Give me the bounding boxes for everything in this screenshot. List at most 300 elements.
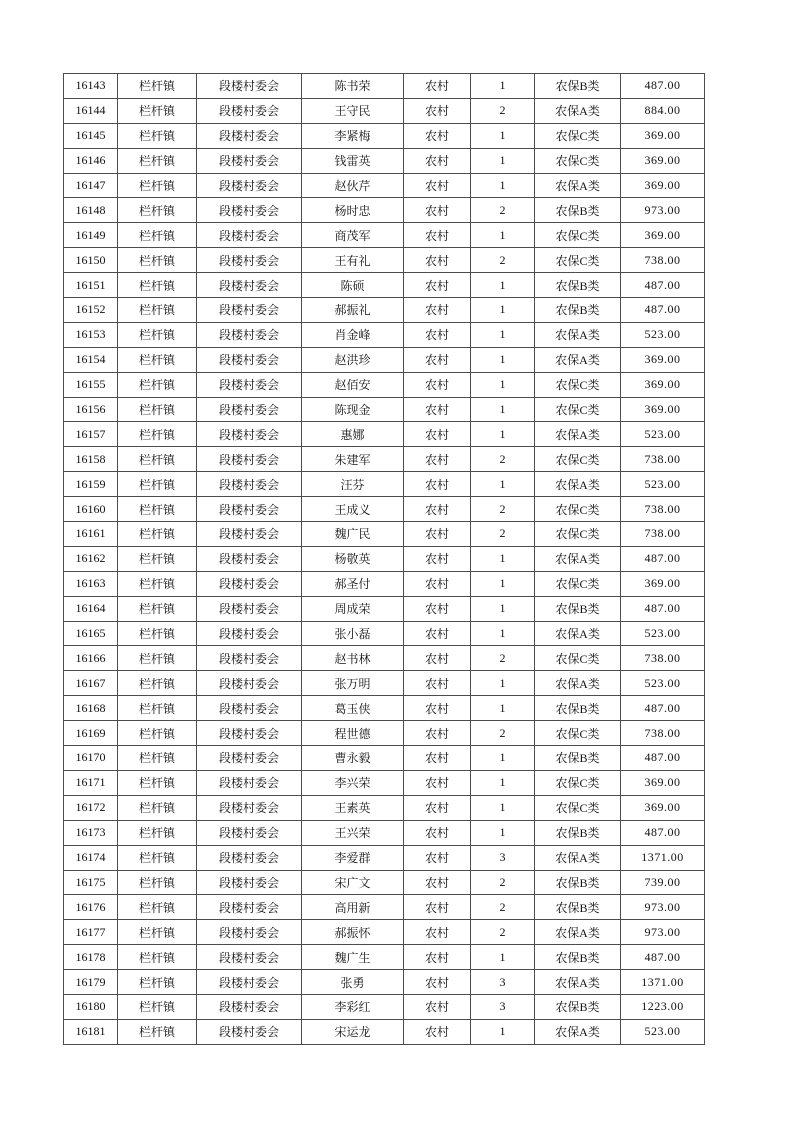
cell-category: 农保A类 (535, 347, 621, 372)
cell-category: 农保C类 (535, 397, 621, 422)
table-row (64, 671, 705, 696)
cell-count: 1 (471, 696, 535, 721)
cell-village: 段楼村委会 (197, 870, 302, 895)
cell-amount: 973.00 (621, 198, 705, 223)
cell-id: 16168 (64, 696, 118, 721)
cell-id: 16165 (64, 621, 118, 646)
cell-name: 肖金峰 (302, 322, 404, 347)
cell-amount: 523.00 (621, 1019, 705, 1044)
cell-id: 16154 (64, 347, 118, 372)
cell-type: 农村 (404, 223, 471, 248)
cell-name: 王素英 (302, 795, 404, 820)
cell-count: 1 (471, 472, 535, 497)
cell-count: 3 (471, 994, 535, 1019)
cell-town: 栏杆镇 (118, 472, 197, 497)
cell-name: 朱建军 (302, 447, 404, 472)
cell-amount: 487.00 (621, 596, 705, 621)
cell-id: 16150 (64, 248, 118, 273)
cell-village: 段楼村委会 (197, 422, 302, 447)
cell-type: 农村 (404, 845, 471, 870)
cell-amount: 1371.00 (621, 845, 705, 870)
cell-town: 栏杆镇 (118, 98, 197, 123)
cell-count: 2 (471, 646, 535, 671)
cell-village: 段楼村委会 (197, 148, 302, 173)
table-row (64, 472, 705, 497)
cell-category: 农保C类 (535, 148, 621, 173)
cell-type: 农村 (404, 248, 471, 273)
cell-amount: 973.00 (621, 895, 705, 920)
table-row (64, 273, 705, 298)
cell-category: 农保C类 (535, 571, 621, 596)
cell-name: 高用新 (302, 895, 404, 920)
cell-town: 栏杆镇 (118, 721, 197, 746)
cell-village: 段楼村委会 (197, 596, 302, 621)
cell-category: 农保A类 (535, 422, 621, 447)
cell-town: 栏杆镇 (118, 994, 197, 1019)
cell-town: 栏杆镇 (118, 945, 197, 970)
cell-type: 农村 (404, 322, 471, 347)
cell-category: 农保B类 (535, 696, 621, 721)
cell-amount: 523.00 (621, 472, 705, 497)
cell-type: 农村 (404, 945, 471, 970)
cell-village: 段楼村委会 (197, 721, 302, 746)
cell-count: 2 (471, 920, 535, 945)
cell-id: 16164 (64, 596, 118, 621)
cell-name: 王有礼 (302, 248, 404, 273)
cell-id: 16177 (64, 920, 118, 945)
cell-name: 王兴荣 (302, 820, 404, 845)
cell-town: 栏杆镇 (118, 820, 197, 845)
cell-name: 张万明 (302, 671, 404, 696)
table-row (64, 845, 705, 870)
cell-village: 段楼村委会 (197, 920, 302, 945)
table-row (64, 98, 705, 123)
cell-count: 1 (471, 347, 535, 372)
cell-category: 农保A类 (535, 671, 621, 696)
table-row (64, 298, 705, 323)
cell-category: 农保B类 (535, 870, 621, 895)
cell-category: 农保B类 (535, 895, 621, 920)
cell-town: 栏杆镇 (118, 223, 197, 248)
cell-village: 段楼村委会 (197, 945, 302, 970)
cell-amount: 369.00 (621, 770, 705, 795)
cell-id: 16144 (64, 98, 118, 123)
table-row (64, 223, 705, 248)
table-row (64, 721, 705, 746)
cell-category: 农保B类 (535, 820, 621, 845)
table-body (64, 74, 705, 1045)
cell-amount: 487.00 (621, 696, 705, 721)
cell-type: 农村 (404, 98, 471, 123)
cell-town: 栏杆镇 (118, 148, 197, 173)
cell-village: 段楼村委会 (197, 820, 302, 845)
cell-type: 农村 (404, 472, 471, 497)
table-row (64, 920, 705, 945)
cell-id: 16181 (64, 1019, 118, 1044)
cell-category: 农保A类 (535, 173, 621, 198)
cell-name: 张勇 (302, 970, 404, 995)
cell-type: 农村 (404, 621, 471, 646)
cell-name: 惠娜 (302, 422, 404, 447)
cell-count: 1 (471, 123, 535, 148)
cell-id: 16147 (64, 173, 118, 198)
cell-type: 农村 (404, 148, 471, 173)
cell-category: 农保C类 (535, 770, 621, 795)
cell-village: 段楼村委会 (197, 322, 302, 347)
cell-name: 宋广文 (302, 870, 404, 895)
cell-type: 农村 (404, 671, 471, 696)
cell-name: 魏广生 (302, 945, 404, 970)
table-row (64, 870, 705, 895)
cell-count: 2 (471, 497, 535, 522)
cell-village: 段楼村委会 (197, 770, 302, 795)
cell-id: 16151 (64, 273, 118, 298)
table-row (64, 696, 705, 721)
table-row (64, 1019, 705, 1044)
cell-type: 农村 (404, 746, 471, 771)
cell-amount: 487.00 (621, 74, 705, 99)
cell-category: 农保C类 (535, 372, 621, 397)
cell-category: 农保A类 (535, 845, 621, 870)
cell-id: 16152 (64, 298, 118, 323)
cell-category: 农保B类 (535, 273, 621, 298)
cell-name: 张小磊 (302, 621, 404, 646)
cell-count: 2 (471, 198, 535, 223)
cell-village: 段楼村委会 (197, 1019, 302, 1044)
cell-category: 农保C类 (535, 522, 621, 547)
cell-count: 1 (471, 945, 535, 970)
cell-name: 郝圣付 (302, 571, 404, 596)
cell-category: 农保A类 (535, 621, 621, 646)
cell-name: 赵书林 (302, 646, 404, 671)
cell-village: 段楼村委会 (197, 397, 302, 422)
table-row (64, 248, 705, 273)
cell-village: 段楼村委会 (197, 198, 302, 223)
cell-amount: 523.00 (621, 322, 705, 347)
table-row (64, 895, 705, 920)
cell-id: 16174 (64, 845, 118, 870)
cell-count: 1 (471, 546, 535, 571)
cell-category: 农保C类 (535, 497, 621, 522)
cell-count: 1 (471, 273, 535, 298)
cell-type: 农村 (404, 123, 471, 148)
cell-type: 农村 (404, 696, 471, 721)
table-row (64, 74, 705, 99)
cell-name: 葛玉侠 (302, 696, 404, 721)
cell-village: 段楼村委会 (197, 248, 302, 273)
cell-name: 陈书荣 (302, 74, 404, 99)
cell-count: 1 (471, 571, 535, 596)
cell-count: 2 (471, 895, 535, 920)
cell-type: 农村 (404, 298, 471, 323)
cell-amount: 369.00 (621, 123, 705, 148)
cell-amount: 738.00 (621, 248, 705, 273)
cell-category: 农保C类 (535, 248, 621, 273)
cell-category: 农保B类 (535, 298, 621, 323)
cell-category: 农保B类 (535, 945, 621, 970)
cell-town: 栏杆镇 (118, 74, 197, 99)
cell-name: 赵洪珍 (302, 347, 404, 372)
cell-village: 段楼村委会 (197, 795, 302, 820)
cell-id: 16176 (64, 895, 118, 920)
cell-id: 16146 (64, 148, 118, 173)
cell-amount: 487.00 (621, 546, 705, 571)
cell-category: 农保A类 (535, 98, 621, 123)
cell-town: 栏杆镇 (118, 671, 197, 696)
cell-town: 栏杆镇 (118, 397, 197, 422)
cell-category: 农保C类 (535, 447, 621, 472)
cell-amount: 973.00 (621, 920, 705, 945)
cell-category: 农保B类 (535, 994, 621, 1019)
cell-type: 农村 (404, 447, 471, 472)
cell-count: 1 (471, 1019, 535, 1044)
cell-village: 段楼村委会 (197, 298, 302, 323)
cell-type: 农村 (404, 173, 471, 198)
cell-amount: 369.00 (621, 795, 705, 820)
cell-village: 段楼村委会 (197, 223, 302, 248)
cell-town: 栏杆镇 (118, 497, 197, 522)
cell-id: 16167 (64, 671, 118, 696)
cell-type: 农村 (404, 74, 471, 99)
cell-count: 3 (471, 845, 535, 870)
cell-type: 农村 (404, 920, 471, 945)
table-row (64, 621, 705, 646)
cell-category: 农保A类 (535, 546, 621, 571)
cell-amount: 884.00 (621, 98, 705, 123)
cell-count: 1 (471, 223, 535, 248)
cell-type: 农村 (404, 273, 471, 298)
cell-category: 农保B类 (535, 746, 621, 771)
cell-type: 农村 (404, 422, 471, 447)
cell-id: 16148 (64, 198, 118, 223)
cell-town: 栏杆镇 (118, 1019, 197, 1044)
cell-category: 农保C类 (535, 223, 621, 248)
cell-type: 农村 (404, 994, 471, 1019)
cell-id: 16172 (64, 795, 118, 820)
cell-count: 1 (471, 795, 535, 820)
cell-id: 16179 (64, 970, 118, 995)
cell-id: 16171 (64, 770, 118, 795)
cell-count: 2 (471, 248, 535, 273)
cell-category: 农保A类 (535, 970, 621, 995)
cell-village: 段楼村委会 (197, 646, 302, 671)
cell-village: 段楼村委会 (197, 497, 302, 522)
cell-town: 栏杆镇 (118, 920, 197, 945)
cell-amount: 487.00 (621, 820, 705, 845)
cell-town: 栏杆镇 (118, 795, 197, 820)
cell-village: 段楼村委会 (197, 621, 302, 646)
table-row (64, 770, 705, 795)
cell-name: 程世德 (302, 721, 404, 746)
cell-id: 16155 (64, 372, 118, 397)
cell-category: 农保A类 (535, 1019, 621, 1044)
table-row (64, 123, 705, 148)
cell-type: 农村 (404, 870, 471, 895)
cell-village: 段楼村委会 (197, 845, 302, 870)
table-row (64, 571, 705, 596)
cell-amount: 1371.00 (621, 970, 705, 995)
cell-name: 宋运龙 (302, 1019, 404, 1044)
cell-type: 农村 (404, 646, 471, 671)
cell-id: 16163 (64, 571, 118, 596)
cell-category: 农保C类 (535, 721, 621, 746)
cell-name: 李彩红 (302, 994, 404, 1019)
cell-town: 栏杆镇 (118, 173, 197, 198)
table-row (64, 347, 705, 372)
cell-amount: 487.00 (621, 298, 705, 323)
cell-amount: 523.00 (621, 671, 705, 696)
cell-id: 16170 (64, 746, 118, 771)
cell-name: 周成荣 (302, 596, 404, 621)
cell-town: 栏杆镇 (118, 372, 197, 397)
cell-count: 3 (471, 970, 535, 995)
cell-count: 1 (471, 397, 535, 422)
cell-category: 农保C类 (535, 123, 621, 148)
cell-amount: 369.00 (621, 397, 705, 422)
cell-amount: 738.00 (621, 497, 705, 522)
table-row (64, 198, 705, 223)
cell-count: 1 (471, 596, 535, 621)
table-row (64, 970, 705, 995)
cell-amount: 369.00 (621, 223, 705, 248)
cell-town: 栏杆镇 (118, 895, 197, 920)
cell-town: 栏杆镇 (118, 347, 197, 372)
cell-town: 栏杆镇 (118, 696, 197, 721)
cell-village: 段楼村委会 (197, 98, 302, 123)
cell-village: 段楼村委会 (197, 994, 302, 1019)
cell-count: 1 (471, 746, 535, 771)
cell-town: 栏杆镇 (118, 298, 197, 323)
cell-town: 栏杆镇 (118, 870, 197, 895)
cell-type: 农村 (404, 770, 471, 795)
cell-amount: 739.00 (621, 870, 705, 895)
cell-name: 杨敬英 (302, 546, 404, 571)
cell-id: 16169 (64, 721, 118, 746)
cell-count: 2 (471, 870, 535, 895)
table-row (64, 322, 705, 347)
cell-count: 2 (471, 447, 535, 472)
table-row (64, 596, 705, 621)
cell-village: 段楼村委会 (197, 522, 302, 547)
cell-town: 栏杆镇 (118, 845, 197, 870)
cell-village: 段楼村委会 (197, 696, 302, 721)
cell-category: 农保A类 (535, 322, 621, 347)
cell-town: 栏杆镇 (118, 621, 197, 646)
cell-village: 段楼村委会 (197, 173, 302, 198)
cell-id: 16143 (64, 74, 118, 99)
cell-amount: 487.00 (621, 945, 705, 970)
table-row (64, 746, 705, 771)
table-row (64, 945, 705, 970)
table-row (64, 372, 705, 397)
table-row (64, 497, 705, 522)
table-row (64, 397, 705, 422)
cell-category: 农保A类 (535, 920, 621, 945)
cell-id: 16180 (64, 994, 118, 1019)
cell-type: 农村 (404, 795, 471, 820)
cell-town: 栏杆镇 (118, 422, 197, 447)
cell-id: 16156 (64, 397, 118, 422)
cell-name: 汪芬 (302, 472, 404, 497)
cell-count: 2 (471, 98, 535, 123)
cell-amount: 369.00 (621, 173, 705, 198)
cell-name: 魏广民 (302, 522, 404, 547)
cell-name: 王成义 (302, 497, 404, 522)
cell-id: 16157 (64, 422, 118, 447)
cell-type: 农村 (404, 571, 471, 596)
cell-count: 2 (471, 721, 535, 746)
cell-count: 1 (471, 770, 535, 795)
cell-village: 段楼村委会 (197, 74, 302, 99)
cell-town: 栏杆镇 (118, 546, 197, 571)
cell-category: 农保C类 (535, 646, 621, 671)
cell-id: 16175 (64, 870, 118, 895)
cell-village: 段楼村委会 (197, 546, 302, 571)
cell-count: 1 (471, 322, 535, 347)
cell-name: 郝振怀 (302, 920, 404, 945)
cell-type: 农村 (404, 596, 471, 621)
table-row (64, 148, 705, 173)
cell-type: 农村 (404, 546, 471, 571)
cell-id: 16149 (64, 223, 118, 248)
cell-amount: 487.00 (621, 746, 705, 771)
cell-count: 1 (471, 173, 535, 198)
cell-village: 段楼村委会 (197, 273, 302, 298)
cell-count: 1 (471, 671, 535, 696)
cell-town: 栏杆镇 (118, 322, 197, 347)
cell-town: 栏杆镇 (118, 248, 197, 273)
cell-name: 赵伙芹 (302, 173, 404, 198)
cell-type: 农村 (404, 522, 471, 547)
cell-village: 段楼村委会 (197, 895, 302, 920)
cell-amount: 1223.00 (621, 994, 705, 1019)
cell-category: 农保B类 (535, 596, 621, 621)
cell-town: 栏杆镇 (118, 123, 197, 148)
cell-category: 农保C类 (535, 795, 621, 820)
cell-amount: 369.00 (621, 148, 705, 173)
table-row (64, 422, 705, 447)
cell-town: 栏杆镇 (118, 770, 197, 795)
cell-name: 曹永毅 (302, 746, 404, 771)
cell-id: 16161 (64, 522, 118, 547)
cell-village: 段楼村委会 (197, 746, 302, 771)
cell-amount: 523.00 (621, 422, 705, 447)
cell-amount: 738.00 (621, 721, 705, 746)
cell-village: 段楼村委会 (197, 347, 302, 372)
cell-id: 16145 (64, 123, 118, 148)
table-row (64, 820, 705, 845)
cell-count: 2 (471, 522, 535, 547)
cell-town: 栏杆镇 (118, 522, 197, 547)
cell-name: 陈硕 (302, 273, 404, 298)
cell-town: 栏杆镇 (118, 596, 197, 621)
cell-type: 农村 (404, 895, 471, 920)
cell-id: 16160 (64, 497, 118, 522)
cell-town: 栏杆镇 (118, 746, 197, 771)
cell-type: 农村 (404, 372, 471, 397)
cell-amount: 738.00 (621, 646, 705, 671)
cell-town: 栏杆镇 (118, 447, 197, 472)
cell-town: 栏杆镇 (118, 970, 197, 995)
cell-amount: 369.00 (621, 372, 705, 397)
cell-town: 栏杆镇 (118, 273, 197, 298)
cell-type: 农村 (404, 820, 471, 845)
cell-count: 1 (471, 372, 535, 397)
cell-type: 农村 (404, 497, 471, 522)
table-row (64, 646, 705, 671)
cell-amount: 523.00 (621, 621, 705, 646)
cell-id: 16158 (64, 447, 118, 472)
